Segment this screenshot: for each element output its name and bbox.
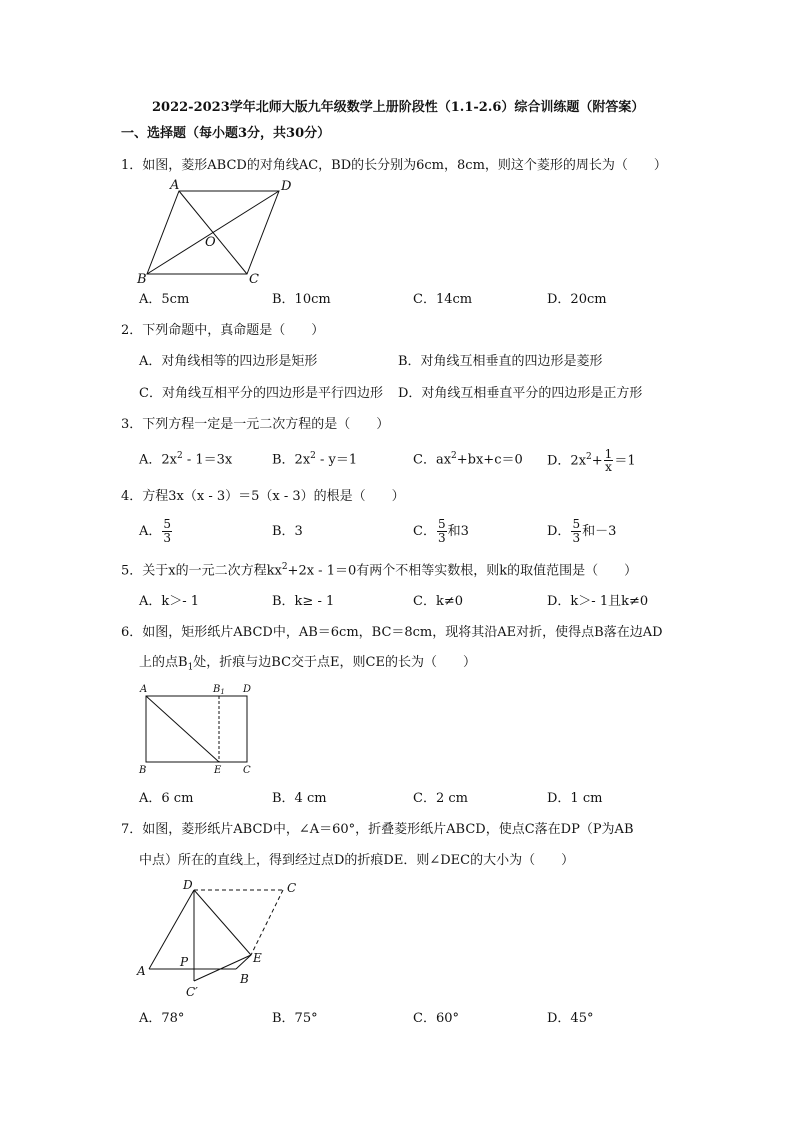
q2-stem: 2．下列命题中，真命题是（ ） — [121, 323, 325, 338]
q1-label-o: O — [205, 235, 216, 250]
q1-option-a: A．5cm — [139, 292, 190, 307]
q1-option-c: C．14cm — [413, 292, 473, 307]
q4-option-a: A． $\frac{5}{3}$ — [139, 517, 172, 545]
q2-option-c: C．对角线互相平分的四边形是平行四边形 — [139, 386, 383, 401]
q6-option-c: C．2 cm — [413, 791, 468, 806]
q7-label-c-prime: C′ — [186, 985, 198, 999]
q4-option-c: C． $\frac{5}{3}$ 和3 — [413, 517, 469, 545]
q1-stem: 1．如图，菱形ABCD的对角线AC，BD的长分别为6cm，8cm，则这个菱形的周长为（ ） — [121, 158, 667, 173]
q2-option-b: B．对角线互相垂直的四边形是菱形 — [398, 354, 603, 369]
q5-option-c: C．k≠0 — [413, 594, 463, 609]
q7-label-c: C — [287, 881, 297, 895]
q2-option-d: D．对角线互相垂直平分的四边形是正方形 — [398, 386, 643, 401]
q3-option-c: C．$ax^2+bx+c=0$ — [413, 451, 523, 468]
q7-option-a: A．78° — [139, 1011, 185, 1026]
q6-label-a: A — [140, 684, 148, 695]
q7-label-p: P — [180, 955, 189, 969]
q4-option-b: B．3 — [272, 524, 303, 539]
q5-option-a: A．k＞- 1 — [139, 594, 200, 609]
q6-label-c: C — [243, 765, 251, 776]
q1-label-b: B — [137, 272, 147, 287]
q6-stem-line2: 上的点$B_1$处，折痕与边BC交于点E，则CE的长为（ ） — [139, 655, 476, 673]
q7-option-d: D．45° — [547, 1011, 594, 1026]
q7-stem-line2: 中点）所在的直线上，得到经过点D的折痕DE．则∠DEC的大小为（ ） — [139, 853, 575, 868]
q4-stem: 4．方程3x（x - 3）＝5（x - 3）的根是（ ） — [121, 489, 405, 504]
q2-option-a: A．对角线相等的四边形是矩形 — [139, 354, 318, 369]
q7-stem-line1: 7．如图，菱形纸片ABCD中，∠A＝60°，折叠菱形纸片ABCD，使点C落在DP（P为AB — [121, 822, 634, 837]
q5-option-d: D．k＞- 1且k≠0 — [547, 594, 649, 609]
q5-stem: 5．关于x的一元二次方程$kx^2+2x - 1=0$有两个不相等实数根，则k的取值范围是（ ） — [121, 562, 638, 579]
q3-option-a: A．$2x^2 - 1=3x$ — [139, 451, 233, 468]
q7-label-a: A — [137, 964, 146, 978]
q3-stem: 3．下列方程一定是一元二次方程的是（ ） — [121, 417, 390, 432]
q1-option-d: D．20cm — [547, 292, 607, 307]
q3-option-d: D．$2x^2+$ $\frac{1}{x}$ ＝1 — [547, 446, 636, 475]
q6-stem-line1: 6．如图，矩形纸片ABCD中，AB＝6cm，BC＝8cm，现将其沿AE对折，使得点B落在边AD — [121, 625, 663, 640]
q6-label-b: B — [139, 765, 147, 776]
q6-option-b: B．4 cm — [272, 791, 327, 806]
q7-label-b: B — [240, 972, 249, 986]
q1-label-d: D — [281, 179, 292, 194]
q5-option-b: B．k≥ - 1 — [272, 594, 335, 609]
q7-label-d: D — [183, 878, 193, 892]
q6-option-d: D．1 cm — [547, 791, 603, 806]
q6-label-e: E — [214, 765, 222, 776]
q1-label-a: A — [170, 178, 180, 193]
q3-option-b: B．$2x^2 - y=1$ — [272, 451, 358, 468]
q7-option-c: C．60° — [413, 1011, 459, 1026]
q6-label-b1: $B_1$ — [213, 684, 225, 696]
q1-option-b: B．10cm — [272, 292, 331, 307]
q3-d-fraction: $\frac{1}{x}$ — [604, 446, 613, 475]
section-heading: 一、选择题（每小题3分，共30分） — [121, 126, 331, 141]
page-title: 2022-2023学年北师大版九年级数学上册阶段性（1.1-2.6）综合训练题（附答案） — [152, 100, 645, 115]
q4-option-d: D． $\frac{5}{3}$ 和－3 — [547, 517, 617, 545]
q7-option-b: B．75° — [272, 1011, 318, 1026]
q1-label-c: C — [249, 272, 259, 287]
q6-label-d: D — [243, 684, 252, 695]
q6-option-a: A．6 cm — [139, 791, 194, 806]
q7-label-e: E — [253, 951, 262, 965]
